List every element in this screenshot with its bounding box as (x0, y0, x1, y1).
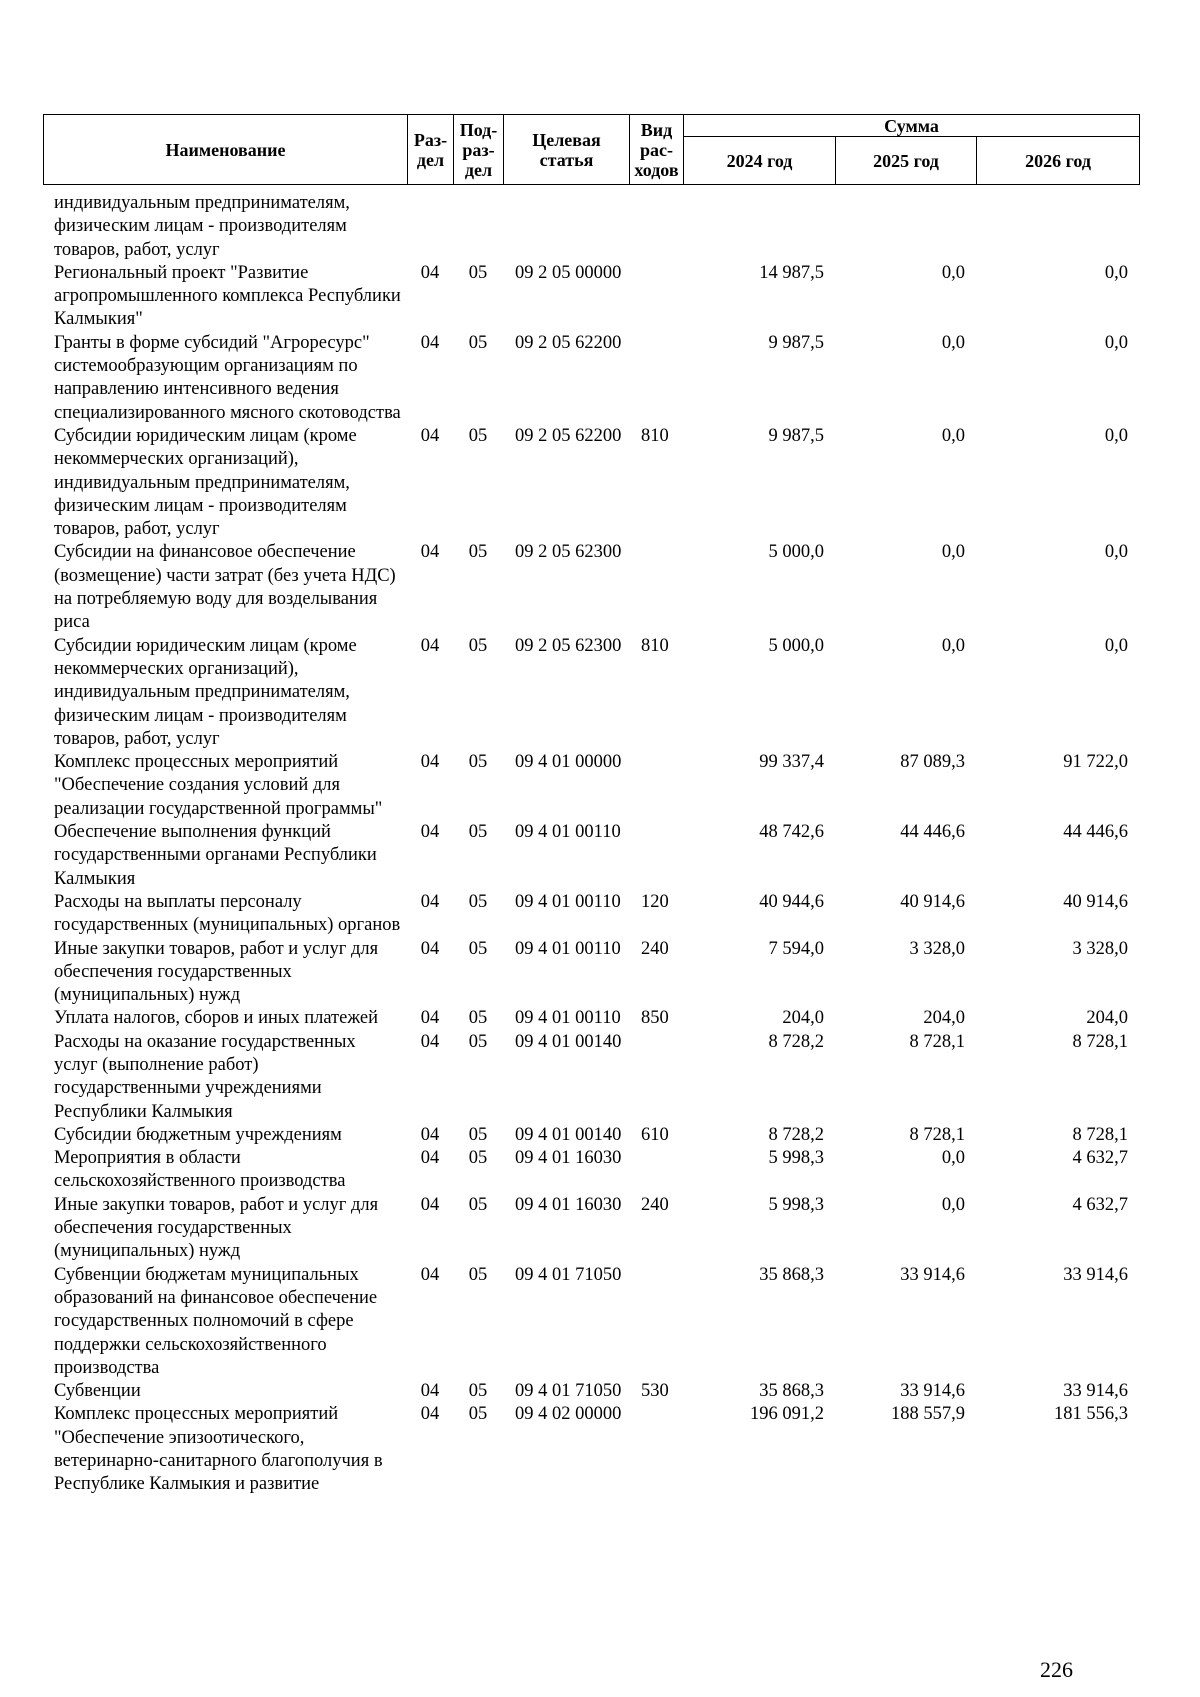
table-cell-razdel: 04 (420, 1381, 440, 1402)
table-cell-2026: 4 632,7 (1072, 1148, 1128, 1169)
table-cell-2026 (976, 192, 1139, 262)
table-cell-2025: 0,0 (941, 332, 965, 353)
table-cell-razdel (407, 192, 453, 262)
table-cell-2024: 204,0 (782, 1008, 824, 1029)
table-cell-2026: 33 914,6 (1063, 1264, 1128, 1285)
table-cell-podrazdel: 05 (468, 1124, 488, 1145)
table-cell-tselevaya: 09 4 01 00110 (515, 822, 621, 843)
table-cell-vid: 810 (641, 635, 669, 656)
table-row (43, 891, 1139, 938)
table-cell-razdel: 04 (420, 938, 440, 959)
table-cell-razdel: 04 (420, 1194, 440, 1215)
table-cell-2024: 99 337,4 (759, 752, 824, 773)
table-cell-2025: 44 446,6 (900, 822, 965, 843)
table-cell-2026: 91 722,0 (1063, 752, 1128, 773)
table-cell-vid (629, 262, 683, 332)
table-cell-name: индивидуальным предпринимателям, физическим лицам - производителям товаров, работ, услуг (54, 193, 350, 260)
table-cell-name: Региональный проект "Развитие агропромышленного комплекса Республики Калмыкия" (54, 262, 401, 330)
table-row (43, 425, 1139, 541)
table-cell-podrazdel: 05 (468, 1008, 488, 1029)
table-cell-podrazdel: 05 (468, 332, 488, 353)
table-cell-vid: 240 (641, 1194, 669, 1215)
table-cell-vid (629, 821, 683, 891)
table-cell-razdel: 04 (420, 262, 440, 283)
table-cell-2024 (683, 192, 835, 262)
table-cell-tselevaya: 09 4 01 00110 (515, 1008, 621, 1029)
table-cell-razdel: 04 (420, 1264, 440, 1285)
table-row (43, 751, 1139, 821)
table-cell-2026: 33 914,6 (1063, 1381, 1128, 1402)
table-row (43, 262, 1139, 332)
table-cell-2024: 7 594,0 (768, 938, 824, 959)
table-cell-name: Субвенции (54, 1381, 141, 1402)
table-cell-razdel: 04 (420, 1124, 440, 1145)
table-cell-2025: 0,0 (941, 1194, 965, 1215)
table-cell-razdel: 04 (420, 1031, 440, 1052)
table-cell-vid (629, 1403, 683, 1496)
table-cell-name: Субсидии на финансовое обеспечение (возмещение) части затрат (без учета НДС) на потребляемую воду для возделывания риса (54, 542, 396, 633)
table-cell-podrazdel (453, 192, 503, 262)
table-cell-tselevaya: 09 4 01 00140 (515, 1031, 622, 1052)
table-cell-2025: 204,0 (923, 1008, 965, 1029)
table-row (43, 635, 1139, 751)
table-header (43, 114, 1140, 185)
table-row (43, 192, 1139, 262)
table-cell-tselevaya: 09 2 05 62300 (515, 542, 622, 563)
table-row (43, 332, 1139, 425)
table-cell-2024: 35 868,3 (759, 1381, 824, 1402)
table-cell-vid: 240 (641, 938, 669, 959)
table-cell-tselevaya: 09 2 05 62300 (515, 635, 622, 656)
table-cell-tselevaya: 09 2 05 00000 (515, 262, 622, 283)
header-tselevaya: Целевая статья (504, 115, 630, 185)
table-cell-2025: 8 728,1 (909, 1124, 965, 1145)
table-cell-razdel: 04 (420, 1148, 440, 1169)
table-row (43, 541, 1139, 634)
table-row (43, 1147, 1139, 1194)
table-cell-name: Гранты в форме субсидий "Агроресурс" системообразующим организациям по направлению интенсивного ведения специализированного мясного скотоводства (54, 332, 401, 423)
table-cell-2026: 0,0 (1104, 332, 1128, 353)
table-cell-name: Иные закупки товаров, работ и услуг для обеспечения государственных (муниципальных) нужд (54, 938, 379, 1006)
table-cell-razdel: 04 (420, 332, 440, 353)
table-cell-name: Иные закупки товаров, работ и услуг для обеспечения государственных (муниципальных) нужд (54, 1194, 379, 1262)
table-cell-razdel: 04 (420, 635, 440, 656)
table-cell-tselevaya: 09 2 05 62200 (515, 332, 622, 353)
table-cell-podrazdel: 05 (468, 752, 488, 773)
header-2025: 2025 год (836, 137, 977, 185)
table-cell-vid (629, 751, 683, 821)
table-cell-tselevaya: 09 4 02 00000 (515, 1404, 622, 1425)
table-cell-vid (629, 1031, 683, 1124)
table-cell-2025: 0,0 (941, 1148, 965, 1169)
table-cell-vid (629, 1264, 683, 1380)
table-cell-name: Мероприятия в области сельскохозяйственного производства (54, 1148, 346, 1192)
table-cell-podrazdel: 05 (468, 1381, 488, 1402)
table-cell-vid (629, 541, 683, 634)
table-cell-podrazdel: 05 (468, 1194, 488, 1215)
table-cell-2024: 8 728,2 (768, 1031, 824, 1052)
table-cell-tselevaya: 09 4 01 71050 (515, 1381, 622, 1402)
table-cell-2026: 4 632,7 (1072, 1194, 1128, 1215)
table-cell-name: Уплата налогов, сборов и иных платежей (54, 1008, 379, 1029)
table-cell-2024: 5 000,0 (768, 635, 824, 656)
table-cell-name: Субвенции бюджетам муниципальных образований на финансовое обеспечение государственных полномочий в сфере поддержки сельскохозяйственного производства (54, 1264, 378, 1378)
table-cell-vid: 810 (641, 425, 669, 446)
table-cell-2025: 3 328,0 (909, 938, 965, 959)
table-cell-name: Расходы на выплаты персоналу государственных (муниципальных) органов (54, 891, 401, 936)
table-cell-2024: 5 998,3 (768, 1148, 824, 1169)
table-row (43, 1031, 1139, 1124)
header-summa: Сумма (684, 115, 1140, 137)
table-cell-2024: 8 728,2 (768, 1124, 824, 1145)
table-cell-podrazdel: 05 (468, 891, 488, 912)
table-cell-2025: 33 914,6 (900, 1381, 965, 1402)
table-cell-podrazdel: 05 (468, 1148, 488, 1169)
table-cell-2026: 0,0 (1104, 635, 1128, 656)
table-cell-vid: 850 (641, 1008, 669, 1029)
table-cell-2026: 0,0 (1104, 262, 1128, 283)
table-cell-podrazdel: 05 (468, 1264, 488, 1285)
table-cell-2025: 0,0 (941, 635, 965, 656)
header-podrazdel: Под- раз- дел (454, 115, 504, 185)
table-cell-podrazdel: 05 (468, 262, 488, 283)
table-cell-2025: 188 557,9 (891, 1404, 965, 1425)
table-row (43, 1007, 1139, 1030)
table-cell-razdel: 04 (420, 752, 440, 773)
table-cell-podrazdel: 05 (468, 1031, 488, 1052)
table-cell-name: Субсидии бюджетным учреждениям (54, 1124, 342, 1145)
table-cell-2025: 87 089,3 (900, 752, 965, 773)
table-cell-vid (629, 1147, 683, 1194)
header-name: Наименование (44, 115, 408, 185)
header-vid: Вид рас- ходов (630, 115, 684, 185)
table-cell-vid: 610 (641, 1124, 669, 1145)
table-cell-2026: 204,0 (1086, 1008, 1128, 1029)
table-cell-tselevaya (503, 192, 629, 262)
table-cell-podrazdel: 05 (468, 938, 488, 959)
table-cell-2025: 0,0 (941, 262, 965, 283)
header-2024: 2024 год (684, 137, 836, 185)
table-cell-razdel: 04 (420, 822, 440, 843)
table-cell-2024: 9 987,5 (768, 332, 824, 353)
table-cell-tselevaya: 09 2 05 62200 (515, 425, 622, 446)
table-cell-podrazdel: 05 (468, 635, 488, 656)
table-cell-razdel: 04 (420, 891, 440, 912)
table-cell-2025 (835, 192, 976, 262)
table-row (43, 1194, 1139, 1264)
header-2026: 2026 год (977, 137, 1140, 185)
table-cell-2024: 5 000,0 (768, 542, 824, 563)
table-cell-2026: 3 328,0 (1072, 938, 1128, 959)
table-cell-2025: 40 914,6 (900, 891, 965, 912)
table-cell-2024: 40 944,6 (759, 891, 824, 912)
table-cell-2026: 181 556,3 (1054, 1404, 1128, 1425)
table-cell-name: Расходы на оказание государственных услуг (выполнение работ) государственными учреждениями Республики Калмыкия (54, 1031, 356, 1122)
table-cell-podrazdel: 05 (468, 425, 488, 446)
table-cell-name: Обеспечение выполнения функций государственными органами Республики Калмыкия (54, 822, 377, 889)
table-cell-vid (629, 192, 683, 262)
table-cell-razdel: 04 (420, 1008, 440, 1029)
table-row (43, 821, 1139, 891)
table-cell-razdel: 04 (420, 542, 440, 563)
table-cell-vid: 120 (641, 891, 669, 912)
table-cell-2026: 8 728,1 (1072, 1124, 1128, 1145)
table-row (43, 1380, 1139, 1403)
table-cell-2025: 33 914,6 (900, 1264, 965, 1285)
table-cell-2024: 9 987,5 (768, 425, 824, 446)
table-cell-name: Комплекс процессных мероприятий "Обеспечение эпизоотического, ветеринарно-санитарного благополучия в Республике Калмыкия и развитие (54, 1404, 383, 1495)
table-cell-2024: 48 742,6 (759, 822, 824, 843)
table-row (43, 1124, 1139, 1147)
table-cell-2024: 5 998,3 (768, 1194, 824, 1215)
table-cell-tselevaya: 09 4 01 71050 (515, 1264, 622, 1285)
table-cell-vid: 530 (641, 1381, 669, 1402)
table-row (43, 1403, 1139, 1496)
table-cell-2024: 14 987,5 (759, 262, 824, 283)
table-cell-tselevaya: 09 4 01 00110 (515, 891, 621, 912)
table-row (43, 938, 1139, 1008)
table-cell-2024: 35 868,3 (759, 1264, 824, 1285)
table-cell-podrazdel: 05 (468, 822, 488, 843)
table-cell-2026: 44 446,6 (1063, 822, 1128, 843)
table-cell-2025: 8 728,1 (909, 1031, 965, 1052)
table-cell-tselevaya: 09 4 01 00000 (515, 752, 622, 773)
table-cell-name: Субсидии юридическим лицам (кроме некоммерческих организаций), индивидуальным предпринимателям, физическим лицам - производителям товаров, работ, услуг (54, 635, 357, 749)
table-cell-2025: 0,0 (941, 542, 965, 563)
table-cell-name: Комплекс процессных мероприятий "Обеспечение создания условий для реализации государственной программы" (54, 752, 383, 819)
page-number: 226 (1040, 1657, 1073, 1682)
table-cell-podrazdel: 05 (468, 542, 488, 563)
table-cell-tselevaya: 09 4 01 16030 (515, 1194, 622, 1215)
table-cell-vid (629, 332, 683, 425)
header-razdel: Раз- дел (408, 115, 454, 185)
table-cell-2026: 0,0 (1104, 425, 1128, 446)
table-cell-2026: 40 914,6 (1063, 891, 1128, 912)
budget-table (43, 192, 1139, 1497)
table-cell-tselevaya: 09 4 01 16030 (515, 1148, 622, 1169)
table-cell-tselevaya: 09 4 01 00110 (515, 938, 621, 959)
table-cell-podrazdel: 05 (468, 1404, 488, 1425)
table-cell-2026: 0,0 (1104, 542, 1128, 563)
table-cell-tselevaya: 09 4 01 00140 (515, 1124, 622, 1145)
table-cell-name: Субсидии юридическим лицам (кроме некоммерческих организаций), индивидуальным предпринимателям, физическим лицам - производителям товаров, работ, услуг (54, 425, 357, 540)
table-cell-2026: 8 728,1 (1072, 1031, 1128, 1052)
table-cell-razdel: 04 (420, 1404, 440, 1425)
table-row (43, 1264, 1139, 1380)
table-cell-razdel: 04 (420, 425, 440, 446)
table-cell-2025: 0,0 (941, 425, 965, 446)
table-cell-2024: 196 091,2 (750, 1404, 824, 1425)
